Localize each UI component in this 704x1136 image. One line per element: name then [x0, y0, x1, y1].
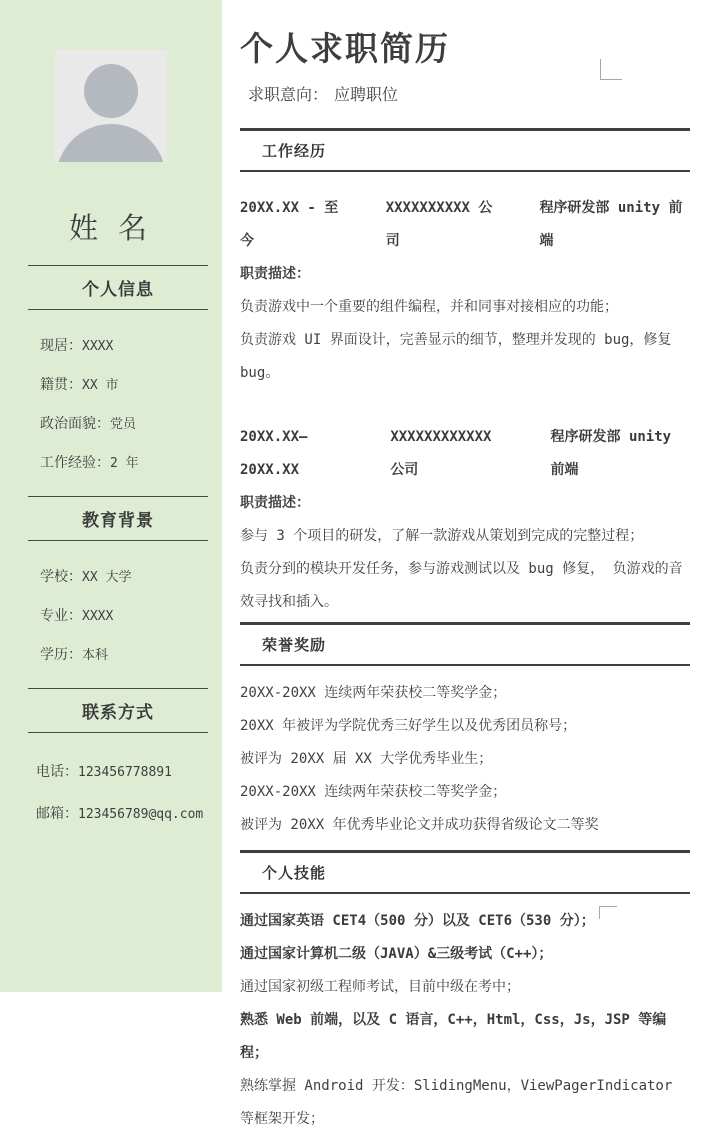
honor-item: 20XX-20XX 连续两年荣获校二等奖学金；: [240, 784, 507, 800]
field-current-residence: [40, 337, 222, 355]
job-company: XXXXXXXXXX 公司: [385, 200, 493, 249]
honor-item: 被评为 20XX 届 XX 大学优秀毕业生；: [240, 751, 493, 767]
sidebar-section-contact: [0, 688, 222, 823]
skill-item: 熟悉 Web 前端，以及 C 语言，C++，Html，Css，Js，JSP 等编程；: [240, 1012, 667, 1061]
sidebar-section-title: 教育背景: [28, 496, 208, 541]
sidebar-field-list: [0, 310, 222, 472]
person-silhouette-icon: [56, 124, 166, 162]
job-duty-line: 负责游戏 UI 界面设计，完善显示的细节，整理并发现的 bug，修复 bug。: [240, 332, 672, 381]
job-header: [240, 192, 690, 258]
honor-list: [240, 677, 690, 842]
job-duty-label: 职责描述：: [240, 495, 310, 511]
field-value: XX 市: [82, 378, 119, 393]
field-phone: [36, 763, 222, 781]
sidebar-field-list: [0, 733, 222, 823]
sidebar-section-education: [0, 496, 222, 664]
field-label: 工作经验：: [40, 454, 110, 470]
objective-value: 应聘职位: [334, 87, 399, 104]
field-label: 专业：: [40, 607, 82, 623]
field-value: 本科: [82, 648, 109, 663]
field-label: 电话：: [36, 763, 78, 779]
skill-item: 通过国家计算机二级（JAVA）&三级考试（C++）；: [240, 946, 553, 962]
field-native-place: [40, 376, 222, 394]
job-company: XXXXXXXXXXXX 公司: [390, 429, 492, 478]
sidebar-section-title: 个人信息: [28, 265, 208, 310]
job-duty-line: 参与 3 个项目的研发，了解一款游戏从策划到完成的完整过程；: [240, 528, 644, 544]
field-label: 学历：: [40, 646, 82, 662]
job-entry: [240, 421, 690, 619]
field-work-experience-years: [40, 454, 222, 472]
skill-item: 通过国家初级工程师考试，目前中级在考中；: [240, 979, 520, 995]
job-duty-label: 职责描述：: [240, 266, 310, 282]
job-period: 20XX.XX - 至今: [240, 200, 339, 249]
candidate-name: 姓 名: [68, 213, 154, 245]
job-role: 程序研发部 unity 前端: [550, 429, 672, 478]
objective-label: 求职意向：: [248, 87, 329, 104]
section-header-work: 工作经历: [240, 128, 690, 172]
section-header-honors: 荣誉奖励: [240, 622, 690, 666]
field-value: 党员: [110, 417, 137, 432]
sidebar-section-title: 联系方式: [28, 688, 208, 733]
job-entry: [240, 192, 690, 390]
field-label: 学校：: [40, 568, 82, 584]
job-objective: [240, 85, 690, 107]
field-value: XXXX: [82, 339, 114, 354]
sidebar-section-personal-info: [0, 265, 222, 472]
job-header: [240, 421, 690, 487]
job-role: 程序研发部 unity 前端: [539, 200, 683, 249]
section-work-experience: [240, 128, 690, 619]
field-label: 邮箱：: [36, 805, 78, 821]
field-value: XX 大学: [82, 570, 132, 585]
field-school: [40, 568, 222, 586]
sidebar: [0, 0, 222, 992]
field-degree: [40, 646, 222, 664]
section-skills: [240, 850, 690, 1136]
section-honors: [240, 622, 690, 842]
job-duty-line: 负责游戏中一个重要的组件编程，并和同事对接相应的功能；: [240, 299, 618, 315]
field-political-status: [40, 415, 222, 433]
section-header-skills: 个人技能: [240, 850, 690, 894]
page-title: 个人求职简历: [240, 30, 450, 67]
field-label: 政治面貌：: [40, 415, 110, 431]
person-silhouette-icon: [84, 64, 138, 118]
honor-item: 20XX 年被评为学院优秀三好学生以及优秀团员称号；: [240, 718, 577, 734]
job-period: 20XX.XX—20XX.XX: [240, 429, 308, 478]
photo-placeholder: [55, 50, 167, 162]
field-value: 2 年: [110, 456, 139, 471]
field-value: XXXX: [82, 609, 114, 624]
field-label: 籍贯：: [40, 376, 82, 392]
skill-item: 熟练掌握 Android 开发：SlidingMenu，ViewPagerIndicator 等框架开发；: [240, 1078, 673, 1127]
text-boundary-corner-mark: [599, 906, 617, 919]
honor-item: 20XX-20XX 连续两年荣获校二等奖学金；: [240, 685, 507, 701]
field-value: 123456789@qq.com: [78, 807, 204, 822]
job-duty-line: 负责分到的模块开发任务，参与游戏测试以及 bug 修复， 负游戏的音效寻找和插入。: [240, 561, 683, 610]
field-value: 123456778891: [78, 765, 172, 780]
skill-list: [240, 905, 690, 1136]
honor-item: 被评为 20XX 年优秀毕业论文并成功获得省级论文二等奖: [240, 817, 599, 833]
skill-item: 通过国家英语 CET4（500 分）以及 CET6（530 分）；: [240, 913, 595, 929]
sidebar-field-list: [0, 541, 222, 664]
main-content: [222, 0, 704, 1127]
text-boundary-corner-mark: [600, 59, 622, 80]
field-email: [36, 805, 222, 823]
field-label: 现居：: [40, 337, 82, 353]
field-major: [40, 607, 222, 625]
